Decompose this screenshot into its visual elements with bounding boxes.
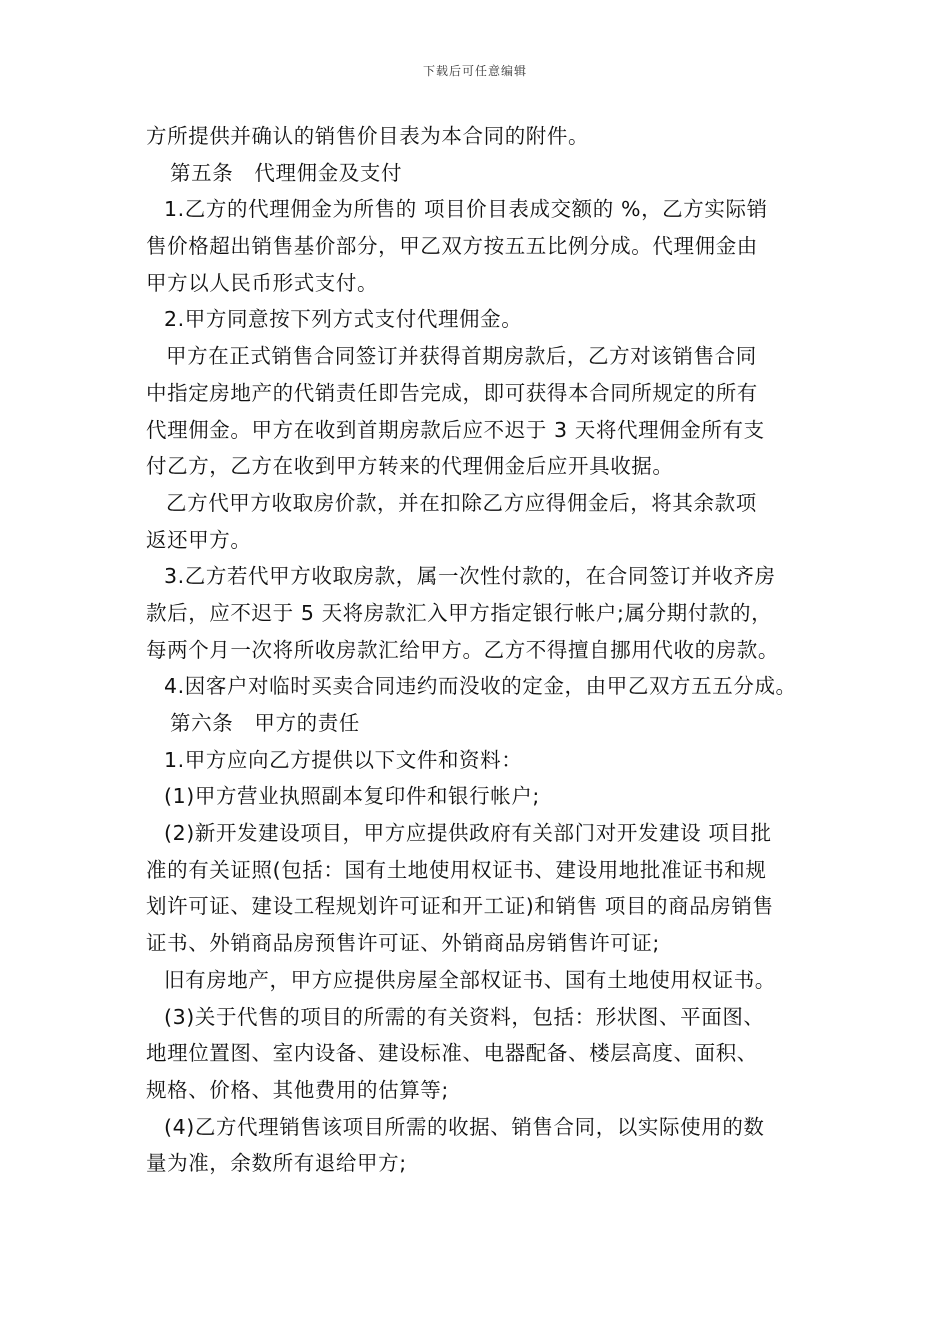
paragraph-line: 证书、外销商品房预售许可证、外销商品房销售许可证; — [146, 931, 660, 956]
paragraph-line: 付乙方，乙方在收到甲方转来的代理佣金后应开具收据。 — [146, 454, 674, 479]
paragraph-line: 甲方在正式销售合同签订并获得首期房款后，乙方对该销售合同 — [166, 344, 757, 369]
paragraph-line: (3)关于代售的项目的所需的有关资料，包括：形状图、平面图、 — [164, 1004, 765, 1029]
paragraph-line: 款后，应不迟于 5 天将房款汇入甲方指定银行帐户;属分期付款的， — [146, 600, 773, 625]
paragraph-line: 方所提供并确认的销售价目表为本合同的附件。 — [146, 124, 590, 148]
paragraph-line: 乙方代甲方收取房价款，并在扣除乙方应得佣金后，将其余款项 — [166, 490, 757, 515]
paragraph-line: 每两个月一次将所收房款汇给甲方。乙方不得擅自挪用代收的房款。 — [146, 637, 779, 662]
paragraph-line: 3.乙方若代甲方收取房款，属一次性付款的，在合同签订并收齐房 — [164, 564, 776, 589]
paragraph-line: 代理佣金。甲方在收到首期房款后应不迟于 3 天将代理佣金所有支 — [146, 417, 765, 442]
paragraph-line: 2.甲方同意按下列方式支付代理佣金。 — [164, 307, 523, 332]
document-body — [146, 118, 818, 1182]
section-heading-5: 第五条 代理佣金及支付 — [170, 160, 403, 185]
paragraph-line: 旧有房地产，甲方应提供房屋全部权证书、国有土地使用权证书。 — [164, 967, 776, 992]
paragraph-line: 售价格超出销售基价部分，甲乙双方按五五比例分成。代理佣金由 — [146, 234, 758, 259]
paragraph-line: 划许可证、建设工程规划许可证和开工证)和销售 项目的商品房销售 — [146, 894, 774, 919]
paragraph-line: 规格、价格、其他费用的估算等; — [146, 1077, 449, 1102]
page-header: 下载后可任意编辑 — [422, 64, 527, 78]
paragraph-line: (4)乙方代理销售该项目所需的收据、销售合同，以实际使用的数 — [164, 1114, 765, 1139]
section-heading-6: 第六条 甲方的责任 — [170, 711, 360, 735]
paragraph-line: 地理位置图、室内设备、建设标准、电器配备、楼层高度、面积、 — [146, 1041, 758, 1066]
paragraph-line: (1)甲方营业执照副本复印件和银行帐户; — [164, 784, 540, 809]
paragraph-line: 甲方以人民币形式支付。 — [146, 270, 379, 295]
paragraph-line: 1.乙方的代理佣金为所售的 项目价目表成交额的 %，乙方实际销 — [164, 197, 768, 222]
paragraph-line: 1.甲方应向乙方提供以下文件和资料： — [164, 747, 523, 772]
paragraph-line: (2)新开发建设项目，甲方应提供政府有关部门对开发建设 项目批 — [164, 821, 772, 846]
paragraph-line: 中指定房地产的代销责任即告完成，即可获得本合同所规定的所有 — [146, 380, 758, 405]
paragraph-line: 返还甲方。 — [146, 527, 252, 552]
paragraph-line: 量为准，余数所有退给甲方; — [146, 1151, 407, 1176]
paragraph-line: 4.因客户对临时买卖合同违约而没收的定金，由甲乙双方五五分成。 — [164, 674, 797, 699]
paragraph-line: 准的有关证照(包括：国有土地使用权证书、建设用地批准证书和规 — [146, 857, 767, 882]
